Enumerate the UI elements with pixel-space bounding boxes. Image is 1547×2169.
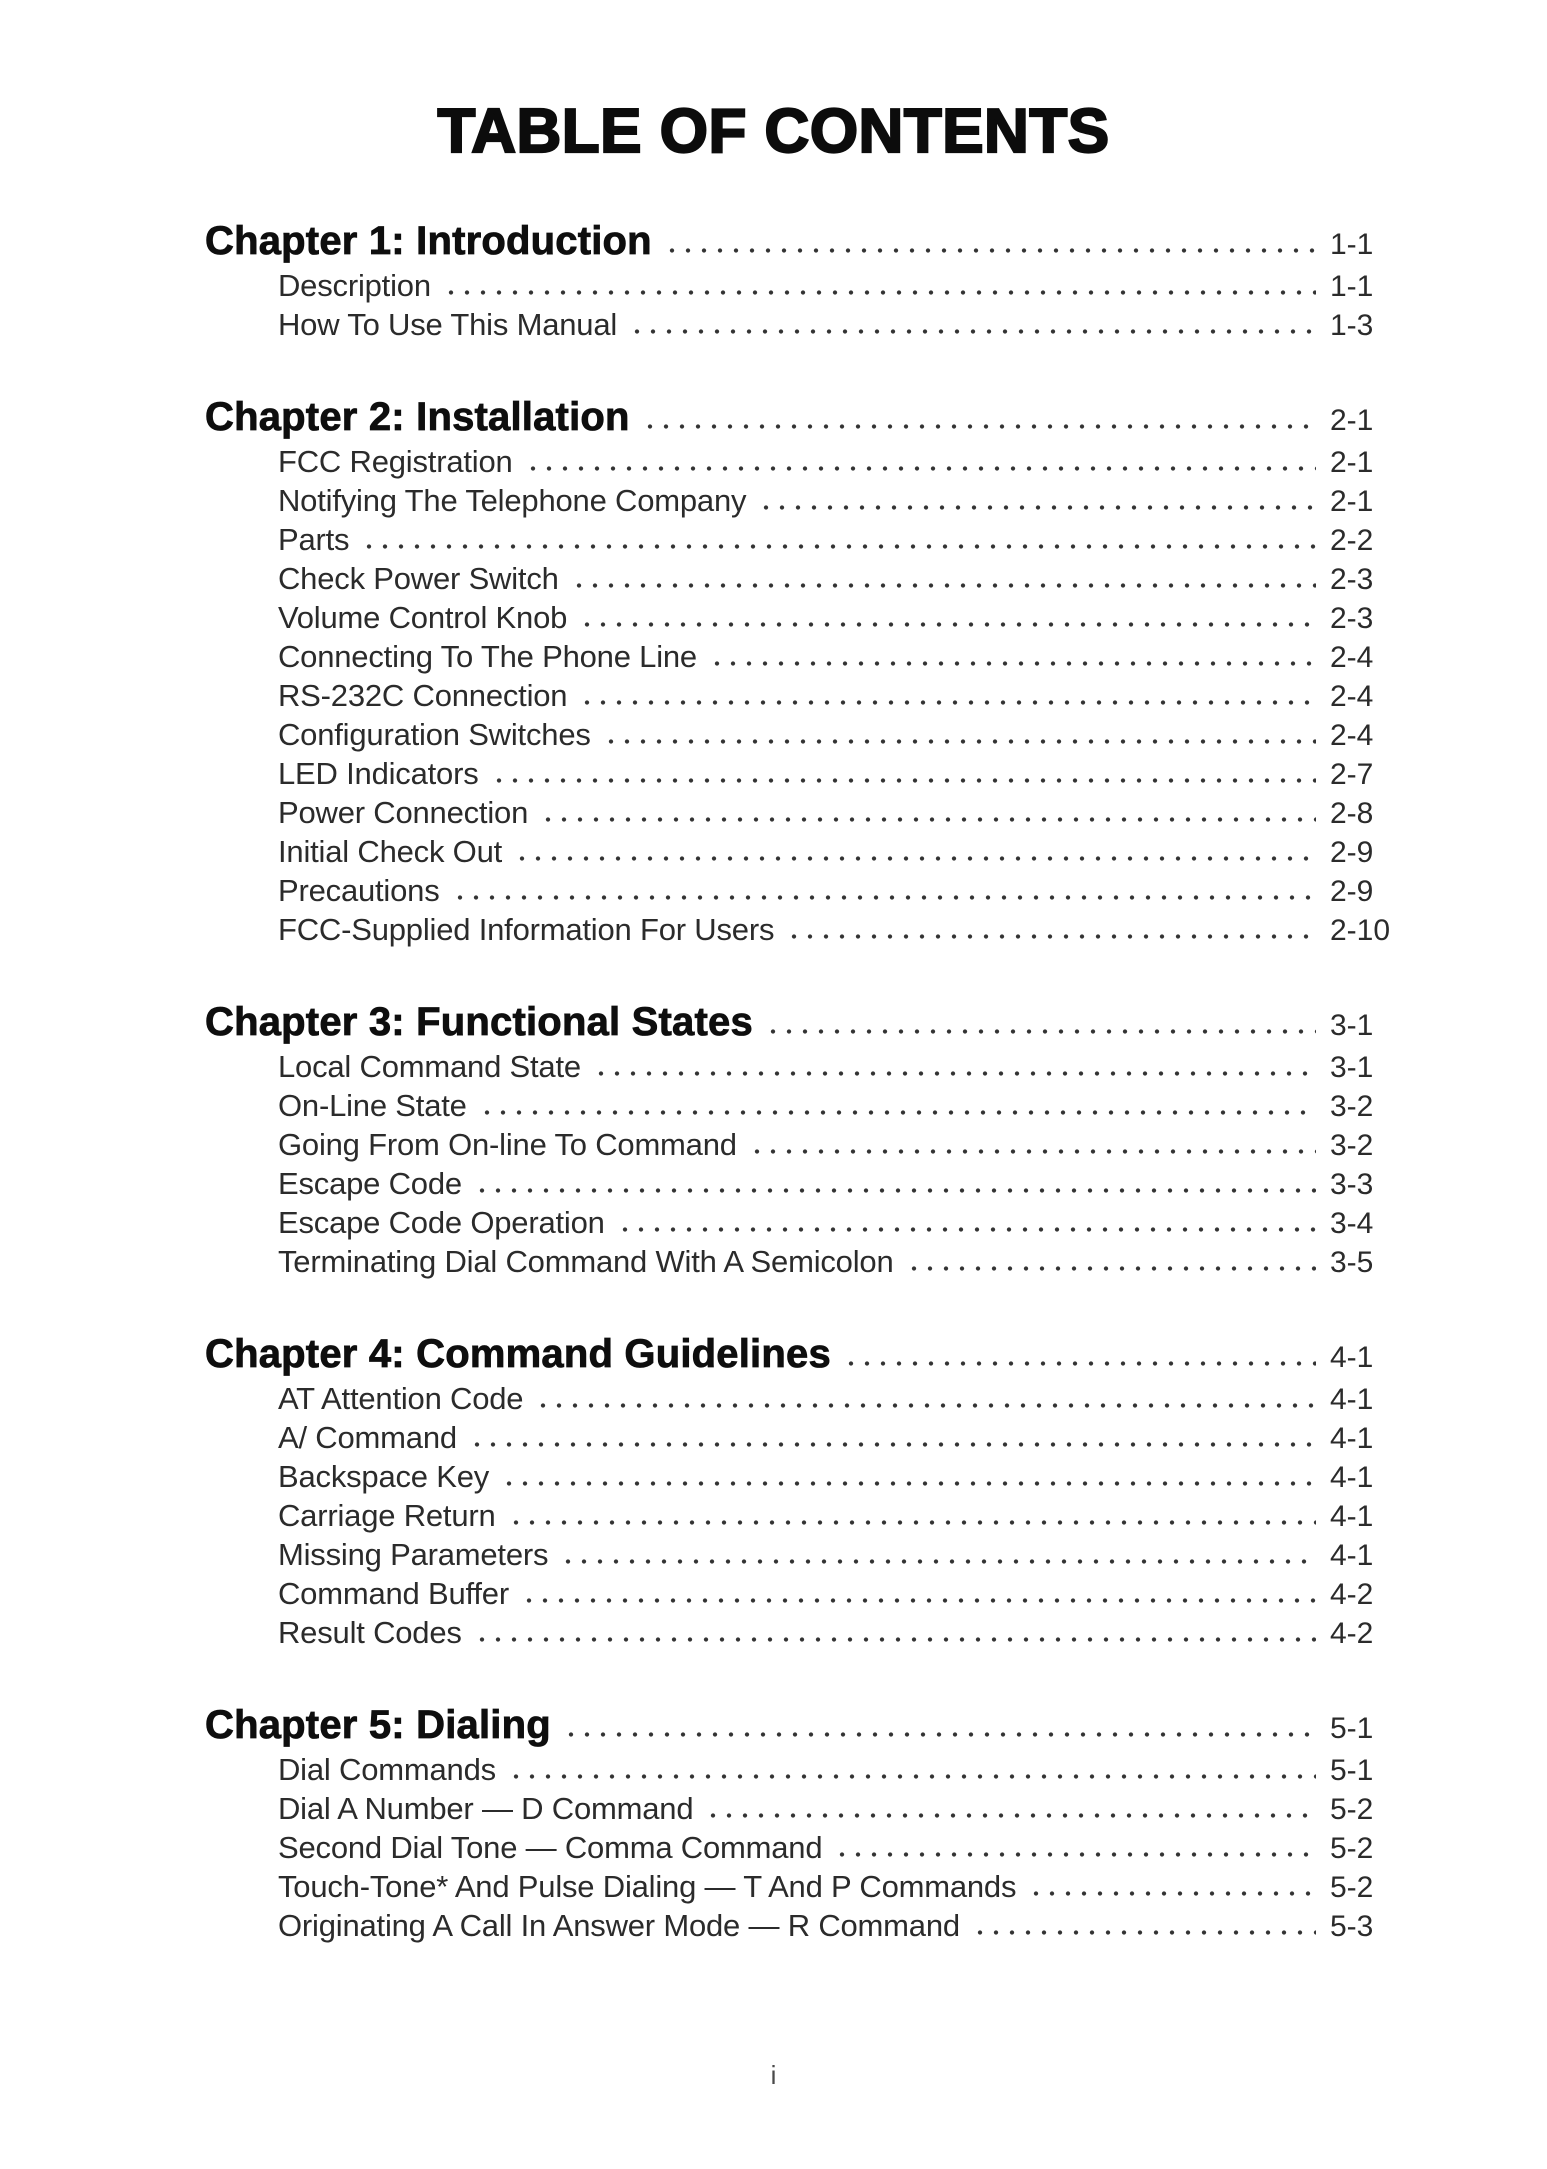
toc-item-row <box>205 871 1425 910</box>
page-number: 2-10 <box>1330 914 1391 947</box>
toc-chapter-section <box>205 392 1425 949</box>
toc-item-row <box>205 715 1425 754</box>
page-number: 3-1 <box>1330 1051 1374 1084</box>
item-title: Precautions <box>278 873 440 908</box>
item-title: Parts <box>278 522 350 557</box>
page-number: 1-1 <box>1330 270 1374 303</box>
toc-item-row <box>205 266 1425 305</box>
dot-leader <box>709 658 1316 667</box>
dot-leader <box>525 463 1316 472</box>
item-title: Dial Commands <box>278 1752 496 1787</box>
item-title: RS-232C Connection <box>278 678 568 713</box>
chapter-title: Chapter 5: Dialing <box>205 1703 551 1747</box>
toc-chapter-section <box>205 216 1425 344</box>
dot-leader <box>834 1849 1316 1858</box>
toc-item-row <box>205 1203 1425 1242</box>
item-title: FCC-Supplied Information For Users <box>278 912 775 947</box>
dot-leader <box>786 931 1316 940</box>
toc-item-row <box>205 832 1425 871</box>
page-number: 4-1 <box>1330 1539 1374 1572</box>
page-number: 3-4 <box>1330 1207 1374 1240</box>
page-number: 2-7 <box>1330 758 1374 791</box>
dot-leader <box>758 502 1316 511</box>
page-number: 4-1 <box>1330 1341 1374 1374</box>
chapter-title: Chapter 1: Introduction <box>205 219 652 263</box>
item-title: Connecting To The Phone Line <box>278 639 697 674</box>
dot-leader <box>972 1927 1316 1936</box>
toc-item-row <box>205 1789 1425 1828</box>
item-title: Dial A Number — D Command <box>278 1791 694 1826</box>
toc-item-row <box>205 598 1425 637</box>
page-number: 3-2 <box>1330 1129 1374 1162</box>
item-title: LED Indicators <box>278 756 479 791</box>
dot-leader <box>508 1771 1316 1780</box>
page-number: 4-1 <box>1330 1500 1374 1533</box>
dot-leader <box>443 287 1316 296</box>
toc-item-row <box>205 676 1425 715</box>
page-number: 4-1 <box>1330 1422 1374 1455</box>
toc-item-row <box>205 1828 1425 1867</box>
dot-leader <box>535 1400 1316 1409</box>
footer-page-number: i <box>770 2060 777 2090</box>
toc-item-row <box>205 1574 1425 1613</box>
item-title: Terminating Dial Command With A Semicolon <box>278 1244 894 1279</box>
toc-item-row <box>205 1867 1425 1906</box>
page-number: 4-1 <box>1330 1461 1374 1494</box>
dot-leader <box>560 1556 1316 1565</box>
toc-item-row <box>205 1750 1425 1789</box>
toc-item-row <box>205 1086 1425 1125</box>
dot-leader <box>642 421 1316 430</box>
dot-leader <box>508 1517 1316 1526</box>
page-number: 1-1 <box>1330 228 1374 261</box>
dot-leader <box>1028 1888 1316 1897</box>
dot-leader <box>843 1358 1316 1367</box>
item-title: Backspace Key <box>278 1459 490 1494</box>
dot-leader <box>664 245 1316 254</box>
page-number: 2-4 <box>1330 719 1374 752</box>
item-title: Configuration Switches <box>278 717 591 752</box>
dot-leader <box>474 1185 1316 1194</box>
page-number: 4-1 <box>1330 1383 1374 1416</box>
dot-leader <box>361 541 1316 550</box>
page-number: 2-2 <box>1330 524 1374 557</box>
toc-item-row <box>205 1418 1425 1457</box>
chapter-title: Chapter 4: Command Guidelines <box>205 1332 831 1376</box>
item-title: On-Line State <box>278 1088 467 1123</box>
item-title: Carriage Return <box>278 1498 496 1533</box>
toc-item-row <box>205 442 1425 481</box>
page-number: 2-1 <box>1330 404 1374 437</box>
dot-leader <box>514 853 1316 862</box>
item-title: Local Command State <box>278 1049 581 1084</box>
page-number: 3-1 <box>1330 1009 1374 1042</box>
dot-leader <box>474 1634 1316 1643</box>
toc-chapter-heading-row <box>205 392 1425 442</box>
chapter-title: Chapter 3: Functional States <box>205 1000 753 1044</box>
item-title: Command Buffer <box>278 1576 509 1611</box>
dot-leader <box>705 1810 1316 1819</box>
toc-chapter-section <box>205 1700 1425 1945</box>
item-title: Touch-Tone* And Pulse Dialing — T And P Commands <box>278 1869 1017 1904</box>
page-number: 5-1 <box>1330 1712 1374 1745</box>
toc-item-row <box>205 481 1425 520</box>
toc-item-row <box>205 1457 1425 1496</box>
toc-chapter-heading-row <box>205 997 1425 1047</box>
toc-item-row <box>205 1164 1425 1203</box>
dot-leader <box>603 736 1316 745</box>
page-number: 5-2 <box>1330 1832 1374 1865</box>
dot-leader <box>469 1439 1316 1448</box>
toc-item-row <box>205 1535 1425 1574</box>
item-title: Initial Check Out <box>278 834 503 869</box>
page-number: 2-4 <box>1330 641 1374 674</box>
item-title: FCC Registration <box>278 444 513 479</box>
page-number: 2-4 <box>1330 680 1374 713</box>
item-title: Missing Parameters <box>278 1537 549 1572</box>
item-title: Volume Control Knob <box>278 600 568 635</box>
page-number: 5-2 <box>1330 1793 1374 1826</box>
item-title: Check Power Switch <box>278 561 559 596</box>
page-number: 2-1 <box>1330 485 1374 518</box>
dot-leader <box>593 1068 1316 1077</box>
page-number: 4-2 <box>1330 1578 1374 1611</box>
toc-item-row <box>205 305 1425 344</box>
toc-item-row <box>205 1125 1425 1164</box>
page-footer <box>0 2060 1547 2091</box>
toc-chapter-heading-row <box>205 1329 1425 1379</box>
page-number: 2-3 <box>1330 563 1374 596</box>
toc-item-row <box>205 1613 1425 1652</box>
item-title: AT Attention Code <box>278 1381 524 1416</box>
toc-chapter-heading-row <box>205 216 1425 266</box>
page-number: 2-9 <box>1330 836 1374 869</box>
page-number: 2-8 <box>1330 797 1374 830</box>
table-of-contents <box>0 216 1547 1945</box>
dot-leader <box>571 580 1316 589</box>
dot-leader <box>617 1224 1316 1233</box>
page-number: 5-1 <box>1330 1754 1374 1787</box>
dot-leader <box>579 619 1316 628</box>
dot-leader <box>749 1146 1316 1155</box>
item-title: Originating A Call In Answer Mode — R Command <box>278 1908 960 1943</box>
toc-item-row <box>205 1906 1425 1945</box>
toc-item-row <box>205 1242 1425 1281</box>
toc-chapter-section <box>205 997 1425 1281</box>
dot-leader <box>765 1026 1316 1035</box>
page-number: 5-3 <box>1330 1910 1374 1943</box>
toc-item-row <box>205 637 1425 676</box>
toc-chapter-heading-row <box>205 1700 1425 1750</box>
dot-leader <box>452 892 1316 901</box>
dot-leader <box>501 1478 1316 1487</box>
item-title: A/ Command <box>278 1420 457 1455</box>
page-number: 1-3 <box>1330 309 1374 342</box>
toc-item-row <box>205 520 1425 559</box>
item-title: Description <box>278 268 431 303</box>
item-title: Power Connection <box>278 795 529 830</box>
item-title: How To Use This Manual <box>278 307 618 342</box>
toc-item-row <box>205 1047 1425 1086</box>
toc-item-row <box>205 793 1425 832</box>
item-title: Going From On-line To Command <box>278 1127 737 1162</box>
toc-item-row <box>205 559 1425 598</box>
dot-leader <box>491 775 1316 784</box>
toc-item-row <box>205 754 1425 793</box>
page-number: 2-3 <box>1330 602 1374 635</box>
page-title: TABLE OF CONTENTS <box>437 97 1110 166</box>
page-number: 4-2 <box>1330 1617 1374 1650</box>
dot-leader <box>563 1729 1316 1738</box>
page-number: 5-2 <box>1330 1871 1374 1904</box>
dot-leader <box>521 1595 1316 1604</box>
dot-leader <box>579 697 1316 706</box>
page-number: 3-2 <box>1330 1090 1374 1123</box>
dot-leader <box>906 1263 1317 1272</box>
item-title: Second Dial Tone — Comma Command <box>278 1830 823 1865</box>
item-title: Escape Code <box>278 1166 462 1201</box>
page-number: 2-9 <box>1330 875 1374 908</box>
item-title: Escape Code Operation <box>278 1205 605 1240</box>
toc-item-row <box>205 910 1425 949</box>
page-number: 3-5 <box>1330 1246 1374 1279</box>
toc-item-row <box>205 1379 1425 1418</box>
dot-leader <box>629 326 1316 335</box>
chapter-title: Chapter 2: Installation <box>205 395 630 439</box>
toc-item-row <box>205 1496 1425 1535</box>
item-title: Result Codes <box>278 1615 462 1650</box>
dot-leader <box>479 1107 1316 1116</box>
page-number: 3-3 <box>1330 1168 1374 1201</box>
toc-chapter-section <box>205 1329 1425 1652</box>
item-title: Notifying The Telephone Company <box>278 483 747 518</box>
page-number: 2-1 <box>1330 446 1374 479</box>
dot-leader <box>540 814 1316 823</box>
